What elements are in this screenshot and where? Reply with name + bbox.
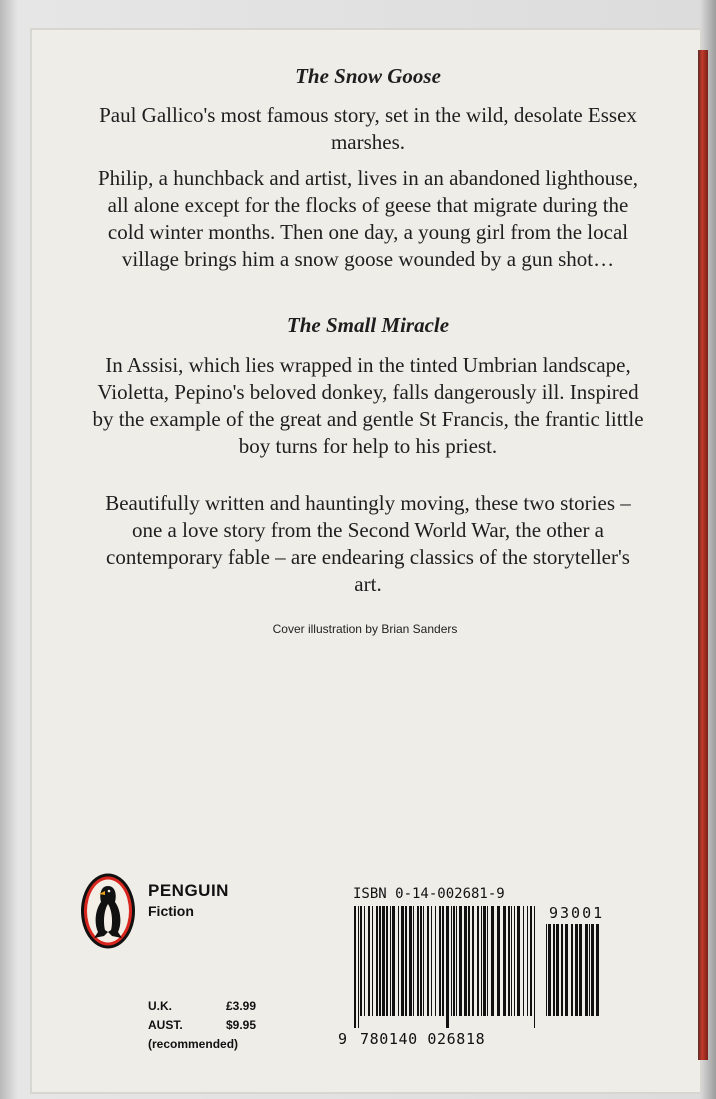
addon-barcode <box>546 924 602 1028</box>
barcode-bar <box>417 906 419 1016</box>
barcode-bar <box>401 906 404 1016</box>
barcode-bar <box>487 906 488 1016</box>
barcode-bar <box>364 906 365 1016</box>
barcode-bar <box>358 906 359 1028</box>
barcode-bar <box>481 906 482 1016</box>
barcode-bar <box>561 924 563 1016</box>
price-amount: $9.95 <box>225 1017 256 1032</box>
barcode-bar <box>376 906 378 1016</box>
barcode-bar <box>534 906 535 1028</box>
barcode-bar <box>527 906 528 1016</box>
barcode-bar <box>360 906 362 1016</box>
barcode-bar <box>439 906 441 1016</box>
barcode-bar <box>398 906 399 1016</box>
barcode-bar <box>508 906 510 1016</box>
barcode-addon-digits: 93001 <box>549 904 605 922</box>
barcode-bar <box>468 906 470 1016</box>
barcode-bar <box>553 924 555 1016</box>
story1-intro: Paul Gallico's most famous story, set in the wild, desolate Essex marshes. <box>99 103 637 154</box>
barcode-bar <box>585 924 588 1016</box>
summary-paragraph: Beautifully written and hauntingly moving, these two stories – one a love story from the Second World War, the other a contemporary fable – are endearing classics of the storyteller's art. <box>105 491 631 596</box>
price-region: U.K. <box>148 998 172 1013</box>
barcode-bar <box>442 906 444 1016</box>
cover-credit: Cover illustration by Brian Sanders <box>272 622 458 636</box>
barcode-bar <box>589 924 590 1016</box>
barcode-bar <box>379 906 381 1016</box>
barcode-bar <box>571 924 573 1016</box>
price-row-uk <box>148 996 256 1015</box>
penguin-logo-icon <box>80 872 136 950</box>
barcode-bar <box>423 906 424 1016</box>
barcode-bar <box>483 906 486 1016</box>
story2-synopsis: In Assisi, which lies wrapped in the tinted Umbrian landscape, Violetta, Pepino's beloved donkey, falls dangerously ill. Inspired by the example of the great and gentle St Francis, the frantic little boy turns for help to his priest. <box>92 353 644 458</box>
barcode-bar <box>427 906 429 1016</box>
barcode-bar <box>435 906 436 1016</box>
publisher-imprint: Fiction <box>148 903 194 919</box>
barcode-bar <box>565 924 568 1016</box>
barcode-bar <box>459 906 462 1016</box>
barcode-bar <box>464 906 467 1016</box>
price-block <box>148 996 256 1053</box>
barcode-bar <box>472 906 474 1016</box>
barcode-bar <box>368 906 370 1016</box>
barcode-bar <box>503 906 506 1016</box>
publisher-brand <box>148 881 229 919</box>
barcode-bar <box>491 906 494 1016</box>
barcode-bar <box>446 906 449 1028</box>
barcode-bar <box>413 906 414 1016</box>
barcode-bar <box>431 906 432 1016</box>
barcode-bar <box>354 906 356 1028</box>
barcode-bar <box>409 906 412 1016</box>
barcode-bar <box>517 906 520 1016</box>
barcode-bar <box>392 906 395 1016</box>
barcode-bar <box>451 906 452 1016</box>
story1-title: The Snow Goose <box>295 64 441 88</box>
barcode-bar <box>546 924 547 1016</box>
barcode-bar <box>575 924 578 1016</box>
barcode-bar <box>456 906 457 1016</box>
story2-title: The Small Miracle <box>286 313 450 337</box>
barcode-bar <box>556 924 559 1016</box>
price-region: AUST. <box>148 1017 183 1032</box>
barcode-bar <box>530 906 532 1016</box>
ean-barcode <box>354 906 540 1028</box>
barcode-bar <box>372 906 373 1016</box>
barcode-digits: 780140 026818 <box>360 1030 486 1048</box>
barcode-bar <box>386 906 388 1016</box>
barcode-bar <box>382 906 385 1016</box>
isbn-number: ISBN 0-14-002681-9 <box>353 886 505 902</box>
price-note: (recommended) <box>148 1036 239 1051</box>
publisher-name: PENGUIN <box>148 881 229 900</box>
red-spine-edge <box>698 50 708 1060</box>
barcode-bar <box>453 906 455 1016</box>
price-amount: £3.99 <box>225 998 256 1013</box>
barcode-lead-digit: 9 <box>338 1030 348 1048</box>
barcode-bar <box>579 924 582 1016</box>
barcode-bar <box>591 924 594 1016</box>
barcode-bar <box>548 924 551 1016</box>
barcode-bar <box>390 906 391 1016</box>
price-row-aust <box>148 1015 256 1034</box>
barcode-bar <box>420 906 422 1016</box>
barcode-bar <box>514 906 515 1016</box>
barcode-bar <box>511 906 512 1016</box>
barcode-bar <box>477 906 479 1016</box>
barcode-bar <box>497 906 500 1016</box>
barcode-bar <box>523 906 524 1016</box>
barcode-bar <box>596 924 599 1016</box>
story1-synopsis: Philip, a hunchback and artist, lives in an abandoned lighthouse, all alone except for the flocks of geese that migrate during the cold winter months. Then one day, a young girl from the local village brings him a snow goose wounded by a gun shot… <box>97 166 639 271</box>
barcode-bar <box>405 906 407 1016</box>
